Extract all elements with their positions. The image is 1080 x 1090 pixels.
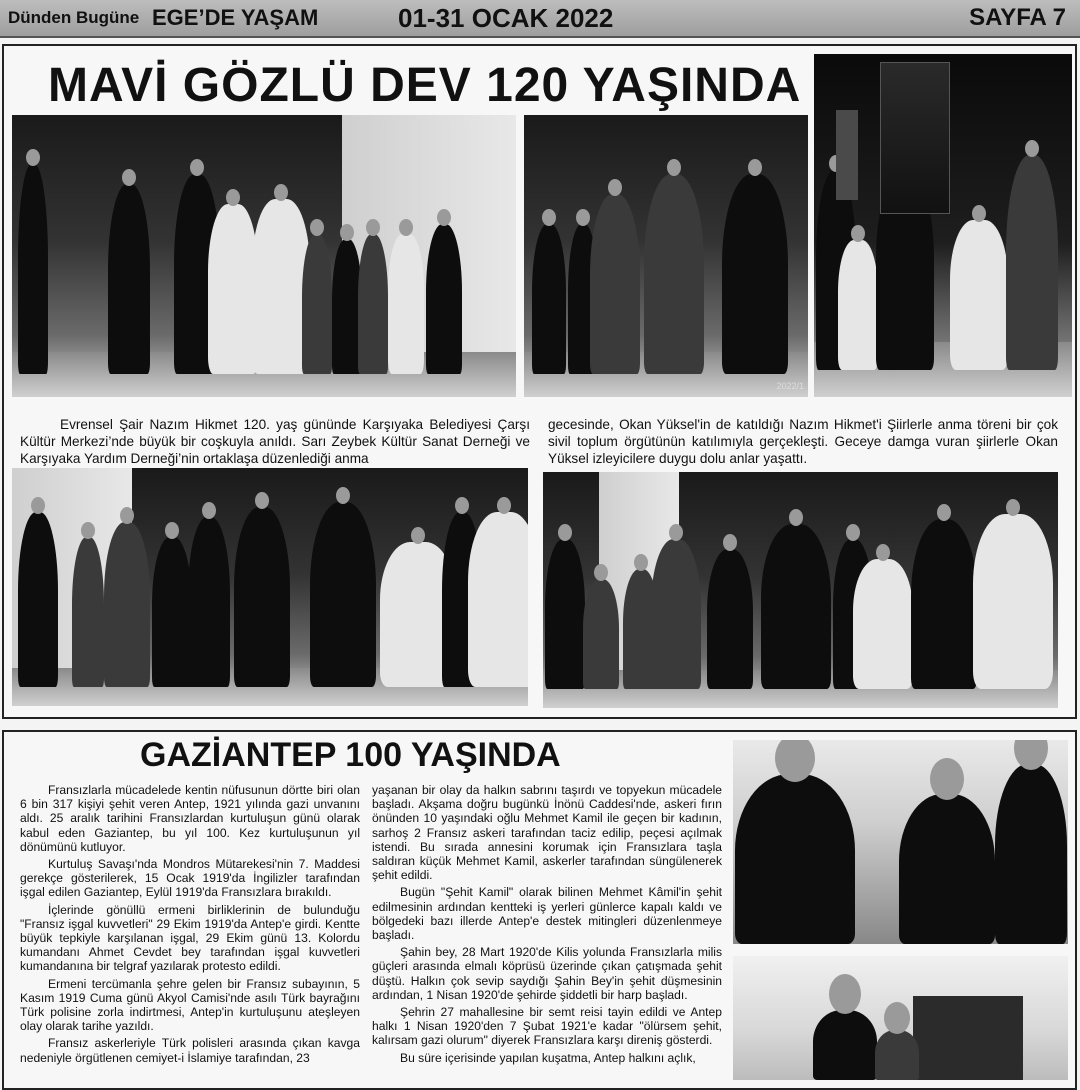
paragraph: Şehrin 27 mahallesine bir semt reisi tayin edildi ve Antep halkı 1 Nisan 1920'den 7 Şubat 1921'e kadar "ölürsem şehit, kalırsam gazi olurum" diyerek Fransızlara karşı direniş gösterdi. (372, 1005, 722, 1048)
event-photo-ceremony-left (12, 468, 528, 706)
flag (836, 110, 858, 200)
article-text-col1: Evrensel Şair Nazım Hikmet 120. yaş gününde Karşıyaka Belediyesi Çarşı Kültür Merkezi’nde büyük bir coşkuyla anıldı. Sarı Zeybek Kültür Sanat Derneği ve Karşıyaka Yardım Derneği’nin ortaklaşa düzenlediği anma (20, 417, 530, 466)
gaziantep-photo-portrait (733, 956, 1068, 1080)
gaziantep-photo-reception (733, 740, 1068, 944)
paragraph: Fransızlarla mücadelede kentin nüfusunun dörtte biri olan 6 bin 317 kişiyi şehit veren Antep, 1921 yılında gazi unvanını aldı. 25 aralık tarihini Fransızlardan kurtuluşun günü olarak kabul eden Gaziantep, bu yıl 100. Kez kurtuluşunun yıl dönümünü kutluyor. (20, 783, 360, 854)
paragraph: Ermeni tercümanla şehre gelen bir Fransız subayının, 5 Kasım 1919 Cuma günü Akyol Camisi'nde asılı Türk bayrağını Türk polisine zorla indirtmesi, Antep'in kurtuluşunu ateşleyen olay olarak tarihe yazıldı. (20, 976, 360, 1034)
event-photo-group (524, 115, 808, 397)
article-text-col2: gecesinde, Okan Yüksel'in de katıldığı Nazım Hikmet'i Şiirlerle anma töreni bir çok sivil toplum örgütünün katılımıyla gerçekleşti. Geceye damga vuran şiirlerle Okan Yüksel izleyicilere duygu dolu anlar yaşattı. (548, 417, 1058, 466)
paragraph: İçlerinde gönüllü ermeni birliklerinin de bulunduğu "Fransız işgal kuvvetleri" 29 Ekim 1919'da Antep'e girdi. Kentte büyük tepkiyle karşılanan işgal, 29 Ekim günü 13. Kolordu kumandanı Ahmet Cevdet bey tarafından işgal kuvvetleri kumandanına bir telgraf yazılarak protesto edildi. (20, 902, 360, 974)
article-gaziantep-col1 (20, 783, 360, 1068)
association-banner (880, 62, 950, 214)
paragraph: Kurtuluş Savaşı'nda Mondros Mütarekesi'nin 7. Maddesi gerekçe gösterilerek, 15 Ocak 1919'da İngilizler tarafından işgal edilen Gaziantep, Eylül 1919'da Fransızlara bırakıldı. (20, 857, 360, 900)
paragraph: Bu süre içerisinde yapılan kuşatma, Antep halkını açlık, (400, 1050, 696, 1065)
event-photo-stage (12, 115, 516, 397)
article-gaziantep-col2 (372, 783, 722, 1068)
paragraph: Fransız askerleriyle Türk polisleri arasında çıkan kavga nedeniyle örgütlenen cemiyet-i İslamiye tarafından, 23 (20, 1036, 360, 1065)
page-number: SAYFA 7 (969, 4, 1066, 31)
paragraph: Bugün "Şehit Kamil" olarak bilinen Mehmet Kâmil'in şehit edilmesinin ardından kentteki iş yerleri günlerce kapalı kaldı ve bölgedeki bazı illerde Antep'e destek mitingleri düzenlenmeye başladı. (372, 885, 722, 943)
paragraph: yaşanan bir olay da halkın sabrını taşırdı ve topyekun mücadele başladı. Akşama doğru bugünkü İnönü Caddesi'nde, askeri fırın önünden 10 yaşındaki oğlu Mehmet Kamil ile geçen bir kadının, sarhoş 2 Fransız askeri tarafından taciz edilip, peçesi açılmak istendi. Bu sırada annesini korumak için Fransızlara taşla saldıran küçük Mehmet Kamil, askerler tarafından süngülenerek şehit edildi. (372, 783, 722, 883)
page-header-bar (0, 0, 1080, 38)
paragraph: Şahin bey, 28 Mart 1920'de Kilis yolunda Fransızlarla milis güçleri arasında elmalı köprüsü üzerinde çıkan çatışmada şehit düştü. Halkın çok sevip saydığı Şahin Bey'in şehit düşmesinin ardından, 1 Nisan 1920'de şehirde şiddetli bir harp başladı. (372, 945, 722, 1002)
section-name: EGE’DE YAŞAM (152, 5, 319, 30)
issue-date: 01-31 OCAK 2022 (398, 3, 614, 33)
event-photo-ceremony-right (543, 472, 1058, 708)
photo-date-stamp: 2022/1 (776, 381, 804, 391)
article-title-gaziantep: GAZİANTEP 100 YAŞINDA (140, 736, 561, 774)
article-title: MAVİ GÖZLÜ DEV 120 YAŞINDA (48, 59, 802, 112)
section-prefix: Dünden Bugüne (8, 8, 140, 27)
